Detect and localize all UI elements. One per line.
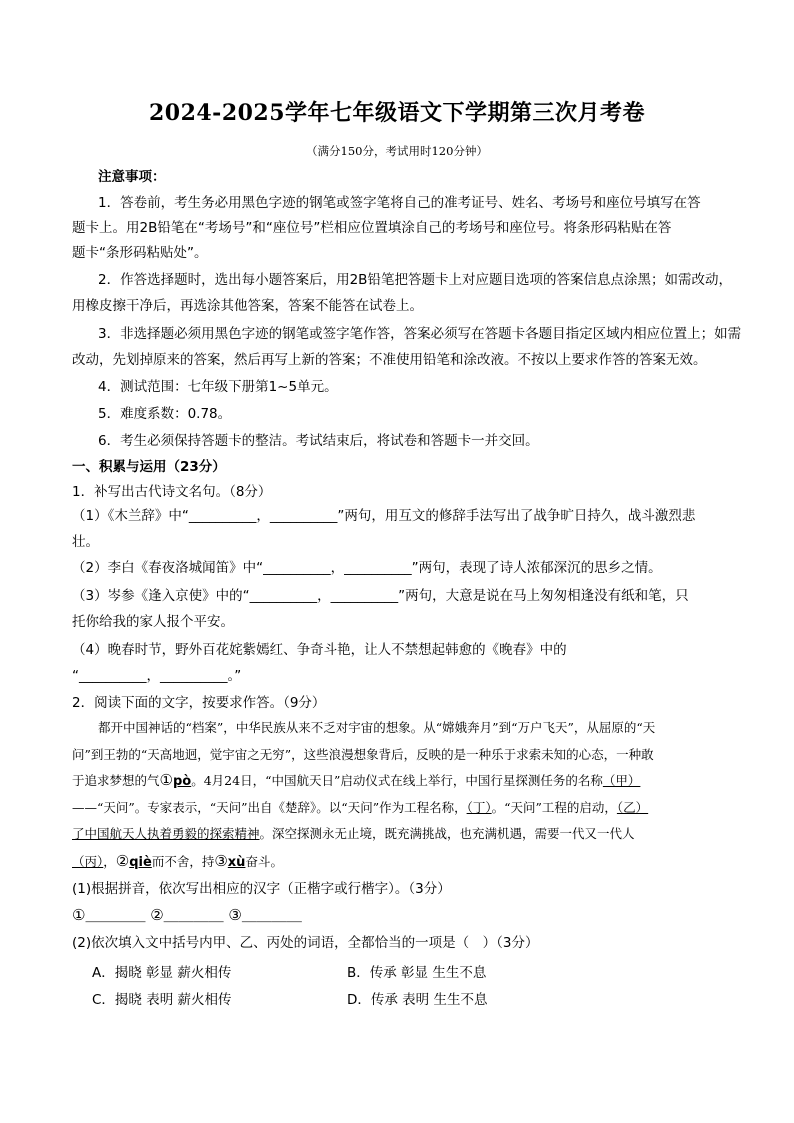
- question-stem: 1．补写出古代诗文名句。（8分）: [72, 484, 272, 500]
- passage-text: ，: [103, 854, 116, 869]
- notice-line: 2．作答选择题时，选出每小题答案后，用2B铅笔把答题卡上对应题目选项的答案信息点涂黑；如需改动，: [98, 272, 732, 288]
- answer-blanks: ①＿＿＿＿ ②＿＿＿＿ ③＿＿＿＿: [72, 906, 302, 924]
- pinyin-2: qiè: [129, 855, 152, 870]
- option-c[interactable]: C．揭晓 表明 薪火相传: [92, 992, 232, 1008]
- passage-text: 。4月24日，“中国航天日”启动仪式在线上举行，中国行星探测任务的名称: [191, 773, 603, 788]
- question-item: “__________，__________。”: [72, 668, 242, 684]
- reading-passage-line: [72, 852, 732, 872]
- section-heading: 一、积累与运用（23分）: [72, 459, 226, 475]
- notice-line: 用橡皮擦干净后，再选涂其他答案，答案不能答在试卷上。: [72, 298, 423, 314]
- exam-subtitle: （满分150分，考试用时120分钟）: [306, 144, 488, 158]
- notice-line: 题卡“条形码粘贴处”。: [72, 245, 208, 261]
- blank-number-2: ②: [115, 852, 130, 870]
- notice-line: 4．测试范围：七年级下册第1~5单元。: [98, 379, 338, 395]
- blank-jia: （甲）: [602, 773, 641, 788]
- reading-passage-line: [72, 825, 732, 843]
- notice-heading: 注意事项：: [98, 169, 166, 185]
- option-a[interactable]: A．揭晓 彰显 薪火相传: [92, 965, 232, 981]
- sub-question: (2)依次填入文中括号内甲、乙、丙处的词语，全都恰当的一项是（ ）（3分）: [72, 935, 539, 951]
- notice-line: 3．非选择题必须用黑色字迹的钢笔或签字笔作答，答案必须写在答题卡各题目指定区域内相应位置上；如需: [98, 326, 742, 342]
- pinyin-1: pò: [172, 774, 192, 789]
- question-item: （2）李白《春夜洛城闻笛》中“__________，__________”两句，表现了诗人浓郁深沉的思乡之情。: [72, 560, 662, 576]
- blank-bing: （丙）: [72, 854, 104, 869]
- passage-text: ——“天问”。专家表示，“天问”出自《楚辞》。以“天问”作为工程名称，: [72, 800, 467, 815]
- passage-text: 而不舍，持: [151, 854, 215, 869]
- blank-number-1: ①: [159, 771, 173, 789]
- notice-line: 题卡上。用2B铅笔在“考场号”和“座位号”栏相应位置填涂自己的考场号和座位号。将条形码粘贴在答: [72, 220, 672, 236]
- passage-text: 。“天问”工程的启动，: [491, 800, 617, 815]
- blank-number-3: ③: [214, 852, 228, 870]
- blank-yi: （乙）: [616, 800, 649, 815]
- underlined-sentence: 了中国航天人执着勇毅的探索精神: [72, 826, 260, 841]
- notice-line: 5．难度系数：0.78。: [98, 406, 232, 422]
- notice-line: 6．考生必须保持答题卡的整洁。考试结束后，将试卷和答题卡一并交回。: [98, 433, 539, 449]
- blank-ding: （丁）: [466, 800, 492, 815]
- reading-passage-line: 问”到王勃的“天高地迥，觉宇宙之无穷”，这些浪漫想象背后，反映的是一种乐于求索未知的心态，一种敢: [72, 747, 654, 762]
- option-b[interactable]: B．传承 彰显 生生不息: [347, 965, 487, 981]
- question-item: 壮。: [72, 534, 99, 550]
- notice-line: 1．答卷前，考生务必用黑色字迹的钢笔或签字笔将自己的准考证号、姓名、考场号和座位号填写在答: [98, 195, 701, 211]
- passage-text: 于追求梦想的气: [72, 773, 160, 788]
- question-stem: 2．阅读下面的文字，按要求作答。（9分）: [72, 695, 326, 711]
- sub-question: (1)根据拼音，依次写出相应的汉字（正楷字或行楷字）。（3分）: [72, 881, 451, 897]
- reading-passage-line: [72, 799, 732, 817]
- passage-text: 。深空探测永无止境，既充满挑战，也充满机遇，需要一代又一代人: [259, 826, 635, 841]
- exam-title: 2024-2025学年七年级语文下学期第三次月考卷: [148, 100, 646, 126]
- option-d[interactable]: D．传承 表明 生生不息: [347, 992, 488, 1008]
- passage-text: 奋斗。: [245, 854, 283, 869]
- pinyin-3: xù: [227, 855, 246, 870]
- notice-line: 改动，先划掉原来的答案，然后再写上新的答案；不准使用铅笔和涂改液。不按以上要求作答的答案无效。: [72, 352, 707, 368]
- question-item: （4）晚春时节，野外百花姹紫嫣红、争奇斗艳，让人不禁想起韩愈的《晚春》中的: [72, 642, 567, 658]
- question-item: 托你给我的家人报个平安。: [72, 614, 234, 630]
- reading-passage-line: [72, 771, 732, 791]
- question-item: （1）《木兰辞》中“__________，__________”两句，用互文的修辞手法写出了战争旷日持久，战斗激烈悲: [72, 508, 696, 524]
- question-item: （3）岑参《逢入京使》中的“__________，__________”两句，大意是说在马上匆匆相逢没有纸和笔，只: [72, 588, 689, 604]
- reading-passage-line: 都开中国神话的“档案”，中华民族从来不乏对宇宙的想象。从“嫦娥奔月”到“万户飞天”，从屈原的“天: [98, 720, 656, 735]
